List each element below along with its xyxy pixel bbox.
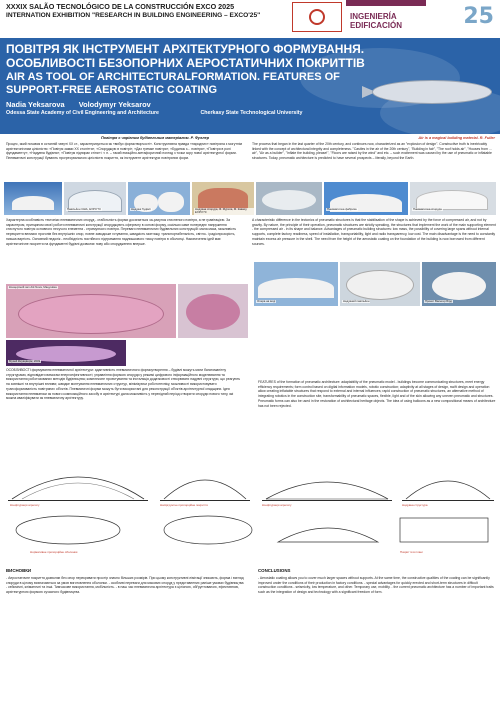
photo-label: Надувна споруда, Ф. Мурата, М. Кавасу, EXPO'70 (194, 208, 254, 215)
dome-section-drawing (160, 461, 250, 501)
plan-drawings (8, 512, 494, 548)
affiliation-2: Cherkasy State Technological University (200, 110, 303, 116)
author-2: Volodymyr Yeksarov (78, 100, 151, 109)
features-english: FEATURES of the formation of pneumatic architecture: adaptability of the pneumatic model - buildings become communicating structures, meet energy efficiency requirements; form control based on digital information models, robotic construction; adaptivity at all stages of design, swift design and operation allow creating inflatable structures that respond to external and internal influences; rapid construction of pneumatic structures, an alternative method of integrating robotics in the construction site, transformability of pneumatic spaces, flexible, light and of the skin allowing any uneven pneumatic and structures. Pneumatic forms can also be used in the restoration of architectural heritage objects. The idea of using balloons as a new compositional means of architecture has not been rejected. (258, 380, 496, 408)
drawing-label: Конфігурація агрегату (10, 503, 40, 507)
photo-label: Концертний зал Ark Nova, Мацушіма (9, 285, 57, 289)
authors (6, 100, 386, 109)
conclusions-ukrainian: - Аеростатичне покриття дозволяє без опор перекривати простір значно більших розмірів. При цьому конструктивні лімітації зникають, форма і вигляд споруди в цілому визначаються за умов виготовлення оболонки. - особливі переваги для масових споруд у представлених раніше умовах будівництва - сейсмічні, кліматичні та інші. Тимчасове використання, мобільність. - в наш час пневматична архітектура є цілісною, обґрунтованою, ефективною, архітектурною формою сучасного будівництва. (6, 576, 244, 595)
conference-title: XXXIX SALÃO TECNOLÓGICO DE LA CONSTRUCCIÓN EXCO 2025 (6, 2, 235, 11)
title-english: AIR AS TOOL OF ARCHITECTURALFORMATION. FEATURES OF SUPPORT-FREE AEROSTATIC COATING (6, 71, 340, 96)
logo-word-2: EDIFICACIÓN (350, 21, 402, 30)
logo-word-1: INGENIERÍA (350, 12, 397, 21)
photo-inflatable-buildings (128, 182, 190, 215)
drawing-label: Надувна структура (402, 503, 428, 507)
photo-label: Надувний павільйон (343, 299, 370, 303)
quote-english: Air is a magical building material. R. Fuller (418, 136, 495, 140)
drawing-label: Покриття в плані (400, 550, 423, 554)
university-seal-icon (309, 9, 325, 25)
photo-label: Пневматична фабрика (327, 207, 357, 211)
photo-label: Пневматична споруда (413, 207, 442, 211)
drawing-section-1 (8, 500, 148, 501)
cushion-section-drawing (262, 461, 392, 501)
conference-subtitle: INTERNATION EXHIBITION "RESEARCH IN BUILDING ENGINEERING – EXCO'25" (6, 12, 261, 19)
university-logo (292, 2, 342, 32)
photo-inflatable-hall (340, 262, 420, 306)
exco-number: 25 (463, 4, 494, 29)
photo-opera-on-water (254, 262, 338, 306)
drawing-section-2 (160, 500, 250, 501)
poster-header (0, 0, 500, 38)
airship-image (372, 80, 492, 104)
exco-25-logo (430, 0, 500, 38)
logo-bar (346, 0, 426, 6)
photo-ark-nova (6, 284, 176, 338)
intro-english: The process that began in the last quarter of the 20th century, and continues now, characterized as an "explosion of design". Constructive truth is inextricably linked with the concept of architectural integrity and completeness. "Castles in the air of the 20th century", "Building in fair", "The roof holds air", "Houses from ... air", "Air as a builder", "Inflate the building, please!", "Floors are raised by the wind" and etc. – such excitement was caused by the use of pneumatic or inflatable structures. Today, pneumatic architecture is predicted to have several prospects – literally, beyond the Earth. (252, 142, 492, 161)
middle-ukrainian: Характерна особливість тектоніки пневматичних споруд - стабільність форми досягається за-рахунок стисненого повітря, а не гравітацією. За характером, принципом своєї роботи пневматичні конструкції споруджують сферичну в основі форму, оскільки саме попереднє напруження стиснутого повітря основного несучого елемента - стримуючого повітря. Переваги пневматичних будівельних конструкцій: мала маса, можливість перекриття великих прогонів без внутрішніх опор, повне заводське готування, швидкість монтажу, транспортабельність, світло- і радіопрозорість, низька вартість. Основний недолік - необхідність постійного підтримання надлишкового тиску повітря в оболонці. Накопичення ідей має архітектонічне покриття на фундаментi будівлі дозволяє нову або спорудженню вперше. (6, 218, 237, 246)
photo-pneumatic-building (410, 182, 496, 215)
conclusions-english: - Aerostatic coating allows you to cover much larger spaces without supports. At the same time, the constructive qualities of the coating can be significantly improved under the conditions of their production in factory conditions. - special advantages for quickly erected and short-term structures in difficult construction conditions - seismicity, low temperature, and other. Temporary use, mobility. - the current pneumatic architecture has a number of important traits such as the integration of design and technology with a significant freedom of form. (258, 576, 494, 595)
quote-ukrainian: Повітря є чарівним будівельним матеріалом. Р. Фуллер (100, 136, 210, 140)
features-ukrainian: ОСОБЛИВОСТІ формування пневматичної архітектури: адаптивність пневматичного формоутворення – будівлі можуть мати багатоманітну структурами, відповідати вимогам енергоефективності; управління формою споруди у режимі цифрового інформаційного моделювання та використання роботизованих методів будівництва; комплексне проектування та інсталяція додатковості створювати надувні структури, що реагують на зовнішні та внутрішні впливи; швидке монтування пневматичних структур, мінімізуючи робототехніку, можливості використовувати трансформованість повітряних об'єктів. Пневматичні форми можуть бути використані для реконструкції об'єктів архітектурної спадщини. Ідея використання пневматики як нового композиційного засобу в архітектурі дала можливість у перехідний період створити споруди нового типу, які можна кваліфікувати як пневматичну архітектуру. (6, 368, 241, 401)
intro-ukrainian: Процес, який почався в останній чверті XX ст., характеризується як «вибух формотворчості». Конструктивна правда «народних» повітряна з могутнім архітектонічним цілісністю: «Повітря замки XX століття», «Споруджую в повітрі», «Дах тремке повітря», «Будинок з... повітря», «Повітря в ролі фундаменту», «Надувна будівля», «Повітря підпирає стіни» і т. п. – такий емоційно-метафоричний погляд з точки зору нової архітектурної форми. Пневматичні конструкції бувають прогресувальною цілісністю покриття, як інструмент архітектури повітряних форм. (6, 142, 242, 161)
middle-english: A characteristic difference in the tectonics of pneumatic structures is that the stabilisation of the shape is achieved by the force of compressed air, and not by gravity. By nature, the principle of their operation, pneumatic structures are strictly speaking, the structures that implement the work of the main supporting element - the compressed air - in its shape and balance. Advantages of pneumatic building structures: low mass, the possibility of covering large spans without internal supports, complete factory readiness, speed of installation, transportability, light and radio transparency, low cost. The main disadvantage is the need to constantly maintain excess air pressure in the shell. The need from the height of the aerostatic coating on the foundation of the building is now borrowed from different sources. (252, 218, 496, 246)
photo-expo-pavilion (4, 182, 62, 215)
drawing-section-4 (402, 500, 494, 501)
photo-label: Надувні будівлі (131, 207, 151, 211)
arch-section-drawing (8, 461, 148, 501)
photo-label: Проект Вальтер Бірд (425, 299, 452, 303)
photo-bird-project (422, 262, 496, 306)
conclusions-heading-ukrainian: ВИСНОВКИ (6, 568, 32, 573)
photo-ark-nova-interior (178, 284, 248, 338)
author-1: Nadia Yeksarova (6, 100, 65, 109)
photo-pneumatic-structure (256, 182, 322, 215)
photo-pneumatic-factory (324, 182, 408, 215)
affiliations (6, 110, 386, 116)
photo-kukuatverzh-museum (6, 340, 126, 366)
structure-section-drawing (402, 461, 494, 501)
title-ukrainian: ПОВІТРЯ ЯК ІНСТРУМЕНТ АРХІТЕКТУРНОГО ФОРМУВАННЯ. ОСОБЛИВОСТІ БЕЗОПОРНИХ АЕРОСТАТИЧНИХ ПОКРИТТІВ (6, 42, 365, 70)
drawing-label: Нормативне пропорційне оболонки (30, 550, 78, 554)
photo-dome-interior (64, 182, 126, 215)
title-banner (0, 38, 500, 134)
drawing-label: Напіргрунтне пропорційне покриття (160, 503, 208, 507)
conclusions-heading-english: CONCLUSIONS (258, 568, 291, 573)
photo-label: Опера на воді (257, 299, 276, 303)
photo-fuji-pavilion (192, 182, 254, 215)
engineering-logo (346, 0, 426, 36)
photo-label: Павільйон США, EXPO'70 (67, 207, 101, 211)
drawing-label: Конфігурація агрегату (262, 503, 292, 507)
photo-label: Музей Кікуацверж, 2009 (9, 359, 41, 363)
drawing-section-3 (262, 500, 392, 501)
affiliation-1: Odessa State Academy of Civil Engineering and Architecture (6, 110, 159, 116)
